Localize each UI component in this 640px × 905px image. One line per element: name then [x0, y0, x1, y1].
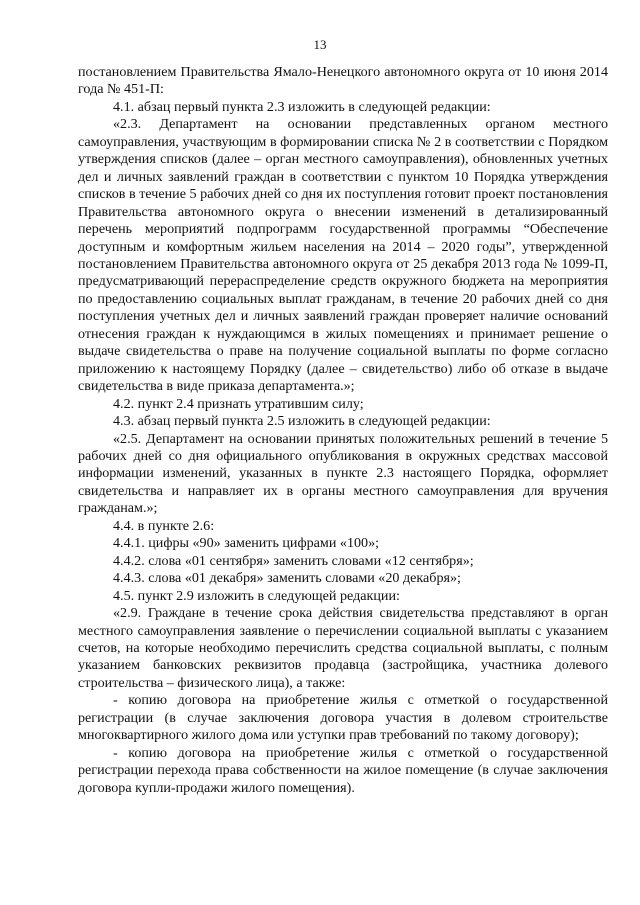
paragraph: «2.3. Департамент на основании представленных органом местного самоуправления, участвующим в формировании списка № 2 в соответствии с Порядком утверждения списков (далее – орган местного самоуправления), обновленных учетных дел и личных заявлений граждан в соответствии с пунктом 10 Порядка утверждения списков в течение 5 рабочих дней со дня их поступления готовит проект постановления Правительства автономного округа о внесении изменений в детализированный перечень мероприятий подпрограмм государственной программы “Обеспечение доступным и комфортным жильем населения на 2014 – 2020 годы”, утвержденной постановлением Правительства автономного округа от 25 декабря 2013 года № 1099-П, предусматривающий перераспределение средств окружного бюджета на мероприятия по предоставлению социальных выплат гражданам, в течение 20 рабочих дней со дня поступления учетных дел и личных заявлений граждан проверяет наличие оснований отнесения граждан к нуждающимся в жилых помещениях и принимает решение о выдаче свидетельства о праве на получение социальной выплаты по форме согласно приложению к настоящему Порядку (далее – свидетельство) либо об отказе в выдаче свидетельства в виде приказа департамента.»;	[78, 116, 608, 395]
paragraph: 4.4.1. цифры «90» заменить цифрами «100»;	[113, 535, 380, 552]
paragraph: 4.3. абзац первый пункта 2.5 изложить в следующей редакции:	[113, 413, 491, 430]
paragraph: 4.2. пункт 2.4 признать утратившим силу;	[113, 395, 364, 412]
document-body	[78, 64, 608, 797]
paragraph: 4.1. абзац первый пункта 2.3 изложить в следующей редакции:	[113, 98, 491, 115]
paragraph: 4.4.2. слова «01 сентября» заменить словами «12 сентября»;	[113, 552, 474, 569]
paragraph: «2.5. Департамент на основании принятых положительных решений в течение 5 рабочих дней со дня официального опубликования в окружных средствах массовой информации изменений, указанных в пункте 2.3 настоящего Порядка, оформляет свидетельства и направляет их в органы местного самоуправления для вручения гражданам.»;	[78, 430, 608, 517]
paragraph: постановлением Правительства Ямало-Ненецкого автономного округа от 10 июня 2014 года № 451-П:	[78, 64, 608, 98]
paragraph: 4.4.3. слова «01 декабря» заменить словами «20 декабря»;	[113, 570, 461, 587]
page-number: 13	[313, 37, 327, 52]
paragraph: «2.9. Граждане в течение срока действия свидетельства представляют в орган местного самоуправления заявление о перечислении социальной выплаты с указанием счетов, на которые необходимо перечислить средства социальной выплаты, с полным указанием банковских реквизитов продавца (застройщика, участника долевого строительства – физического лица), а также:	[78, 605, 608, 691]
paragraph: - копию договора на приобретение жилья с отметкой о государственной регистрации перехода права собственности на жилое помещение (в случае заключения договора купли-продажи жилого помещения).	[78, 744, 608, 796]
paragraph: - копию договора на приобретение жилья с отметкой о государственной регистрации (в случае заключения договора участия в долевом строительстве многоквартирного жилого дома или уступки прав требований по такому договору);	[78, 692, 608, 744]
paragraph: 4.5. пункт 2.9 изложить в следующей редакции:	[113, 587, 400, 604]
paragraph: 4.4. в пункте 2.6:	[113, 517, 215, 534]
